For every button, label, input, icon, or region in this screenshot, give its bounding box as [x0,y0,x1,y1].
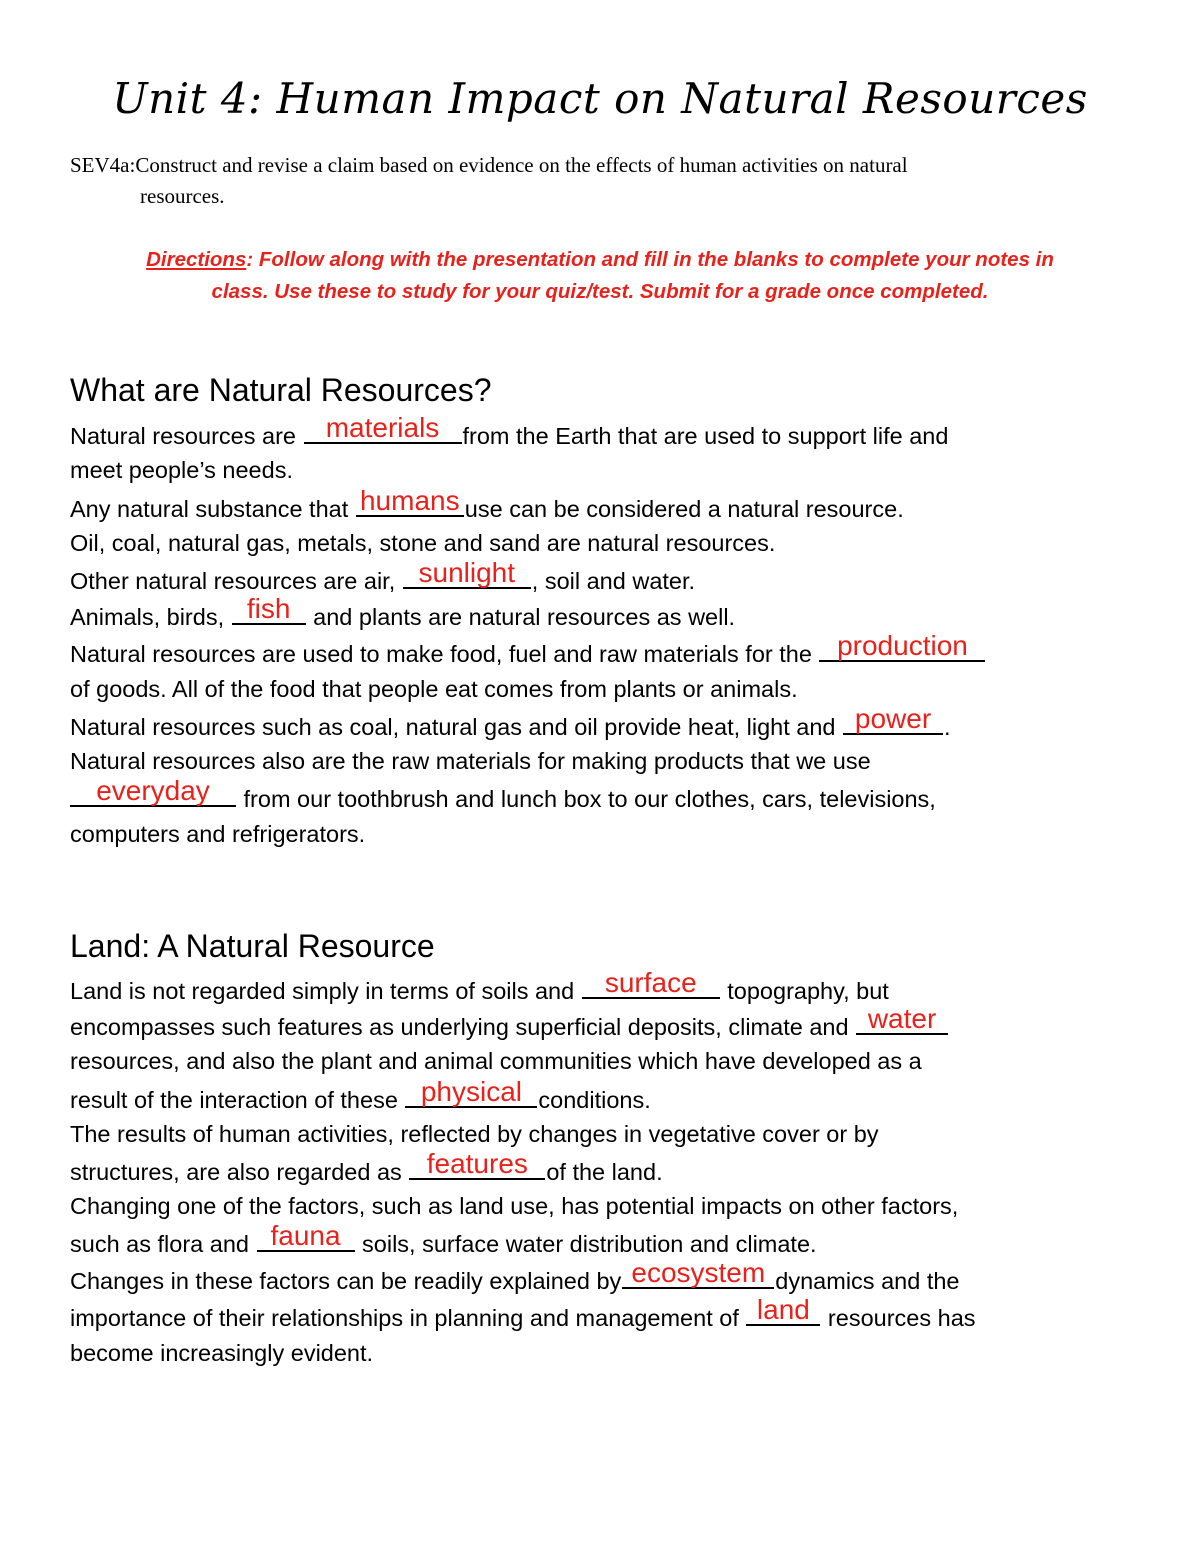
answer: everyday [96,775,210,806]
answer: features [426,1148,528,1179]
text-line [70,630,986,668]
text-line [70,775,936,813]
text: , soil and water. [531,568,696,594]
text-line [70,967,889,1005]
fill-blank [257,1220,355,1252]
text-line [70,557,696,595]
fill-blank [356,485,464,517]
answer: materials [325,412,440,443]
fill-blank [856,1003,948,1035]
text: soils, surface water distribution and climate. [355,1231,817,1257]
fill-blank [232,593,306,625]
fill-blank [403,557,531,589]
text-line [70,703,951,741]
text: Other natural resources are air, [70,568,402,594]
fill-blank [409,1148,545,1180]
answer: production [837,630,968,661]
text-line [70,1220,817,1258]
answer: fish [246,593,291,624]
text-line [70,412,949,450]
answer: sunlight [418,557,516,588]
text: Animals, birds, [70,604,231,630]
fill-blank [746,1294,820,1326]
text-line [70,1076,651,1114]
text: Natural resources are used to make food, fuel and raw materials for the [70,641,819,667]
text: from our toothbrush and lunch box to our clothes, cars, televisions, [237,786,936,812]
text: encompasses such features as underlying superficial deposits, climate and [70,1014,856,1040]
text: structures, are also regarded as [70,1159,409,1185]
fill-blank [582,967,720,999]
text-line: meet people’s needs. [70,457,293,483]
text: from the Earth that are used to support life and [462,423,949,449]
fill-blank [622,1257,774,1289]
answer: water [867,1003,937,1034]
directions-label: Directions [146,248,247,271]
text: Natural resources such as coal, natural gas and oil provide heat, light and [70,714,843,740]
answer: power [854,703,932,734]
text: dynamics and the [775,1268,960,1294]
text: Natural resources are [70,423,303,449]
text-line [70,1148,663,1186]
text-line [70,1003,949,1041]
text-line: resources, and also the plant and animal communities which have developed as a [70,1048,922,1074]
text-line [70,1294,976,1332]
text-line: of goods. All of the food that people eat comes from plants or animals. [70,676,798,702]
text-line: become increasingly evident. [70,1340,374,1366]
answer: humans [359,485,460,516]
text-line [70,593,736,631]
section-heading-natural-resources: What are Natural Resources? [70,372,492,408]
text: of the land. [546,1159,663,1185]
answer: physical [420,1076,523,1107]
answer: surface [604,967,697,998]
fill-blank [819,630,985,662]
directions [60,244,1140,308]
text-line [70,485,904,523]
text-line: Natural resources also are the raw materials for making products that we use [70,748,871,774]
text: conditions. [538,1087,651,1113]
answer: ecosystem [631,1257,766,1288]
standard-line-2: resources. [140,184,225,208]
text: use can be considered a natural resource. [464,496,904,522]
fill-blank [70,775,236,807]
directions-text-2: class. Use these to study for your quiz/test. Submit for a grade once completed. [211,280,989,303]
text: resources has [821,1305,976,1331]
text: result of the interaction of these [70,1087,405,1113]
fill-blank [843,703,943,735]
page-title: Unit 4: Human Impact on Natural Resources [112,74,1088,123]
text: Any natural substance that [70,496,355,522]
standard-statement [70,150,1150,212]
directions-text-1: : Follow along with the presentation and fill in the blanks to complete your notes in [246,248,1054,271]
standard-line-1: SEV4a:Construct and revise a claim based on evidence on the effects of human activities on natural [70,153,908,177]
section-heading-land: Land: A Natural Resource [70,928,435,964]
text-line: The results of human activities, reflected by changes in vegetative cover or by [70,1121,879,1147]
text: . [944,714,951,740]
text-line: computers and refrigerators. [70,821,366,847]
fill-blank [304,412,462,444]
text: such as flora and [70,1231,256,1257]
text: topography, but [720,978,889,1004]
answer: land [756,1294,810,1325]
text: importance of their relationships in planning and management of [70,1305,746,1331]
text: Land is not regarded simply in terms of soils and [70,978,581,1004]
text: Changes in these factors can be readily explained by [70,1268,622,1294]
text-line [70,1257,960,1295]
text: and plants are natural resources as well. [306,604,736,630]
answer: fauna [270,1220,341,1251]
fill-blank [405,1076,537,1108]
text-line: Oil, coal, natural gas, metals, stone and sand are natural resources. [70,530,776,556]
text-line: Changing one of the factors, such as land use, has potential impacts on other factors, [70,1193,959,1219]
